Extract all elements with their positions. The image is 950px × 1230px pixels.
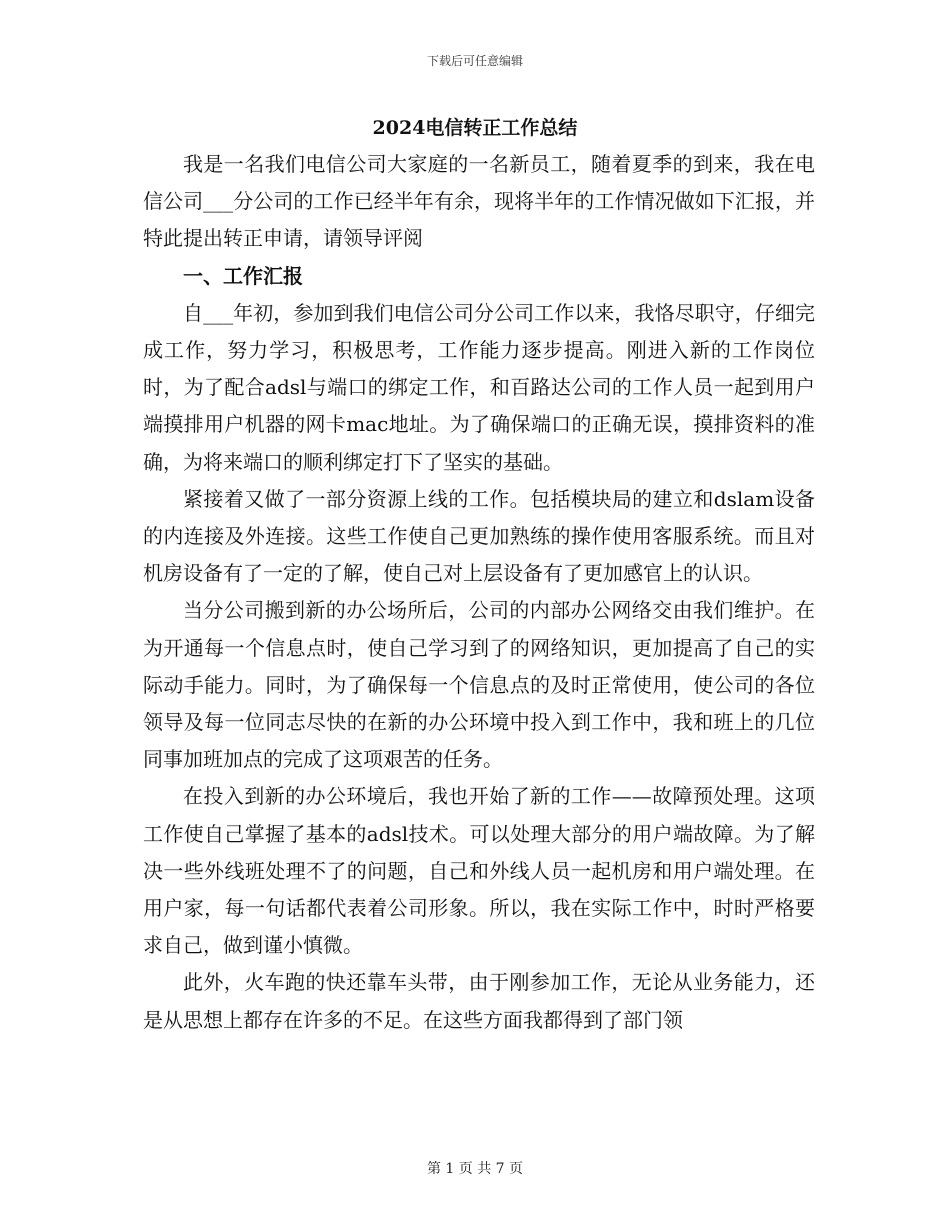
page-header-note: 下载后可任意编辑: [426, 54, 523, 68]
body-paragraph-3: 当分公司搬到新的办公场所后，公司的内部办公网络交由我们维护。在为开通每一个信息点时，使自己学习到了的网络知识，更加提高了自己的实际动手能力。同时，为了确保每一个信息点的及时正常使用，使公司的各位领导及每一位同志尽快的在新的办公环境中投入到工作中，我和班上的几位同事加班加点的完成了这项艰苦的任务。: [143, 598, 815, 772]
document-body: [143, 146, 815, 1039]
document-title: 2024电信转正工作总结: [372, 117, 578, 139]
body-paragraph-1: 自___年初，参加到我们电信公司分公司工作以来，我恪尽职守，仔细完成工作，努力学习，积极思考，工作能力逐步提高。刚进入新的工作岗位时，为了配合adsl与端口的绑定工作，和百路达公司的工作人员一起到用户端摸排用户机器的网卡mac地址。为了确保端口的正确无误，摸排资料的准确，为将来端口的顺利绑定打下了坚实的基础。: [143, 300, 815, 474]
intro-paragraph: 我是一名我们电信公司大家庭的一名新员工，随着夏季的到来，我在电信公司___分公司的工作已经半年有余，现将半年的工作情况做如下汇报，并特此提出转正申请，请领导评阅: [143, 152, 815, 251]
body-paragraph-4: 在投入到新的办公环境后，我也开始了新的工作——故障预处理。这项工作使自己掌握了基本的adsl技术。可以处理大部分的用户端故障。为了解决一些外线班处理不了的问题，自己和外线人员一起机房和用户端处理。在用户家，每一句话都代表着公司形象。所以，我在实际工作中，时时严格要求自己，做到谨小慎微。: [143, 784, 815, 958]
body-paragraph-5: 此外，火车跑的快还靠车头带，由于刚参加工作，无论从业务能力，还是从思想上都存在许多的不足。在这些方面我都得到了部门领: [143, 970, 815, 1032]
section-heading-work-report: 一、工作汇报: [183, 263, 303, 288]
page-number-footer: 第 1 页 共 7 页: [426, 1161, 524, 1177]
body-paragraph-2: 紧接着又做了一部分资源上线的工作。包括模块局的建立和dslam设备的内连接及外连接。这些工作使自己更加熟练的操作使用客服系统。而且对机房设备有了一定的了解，使自己对上层设备有了更加感官上的认识。: [143, 486, 815, 586]
